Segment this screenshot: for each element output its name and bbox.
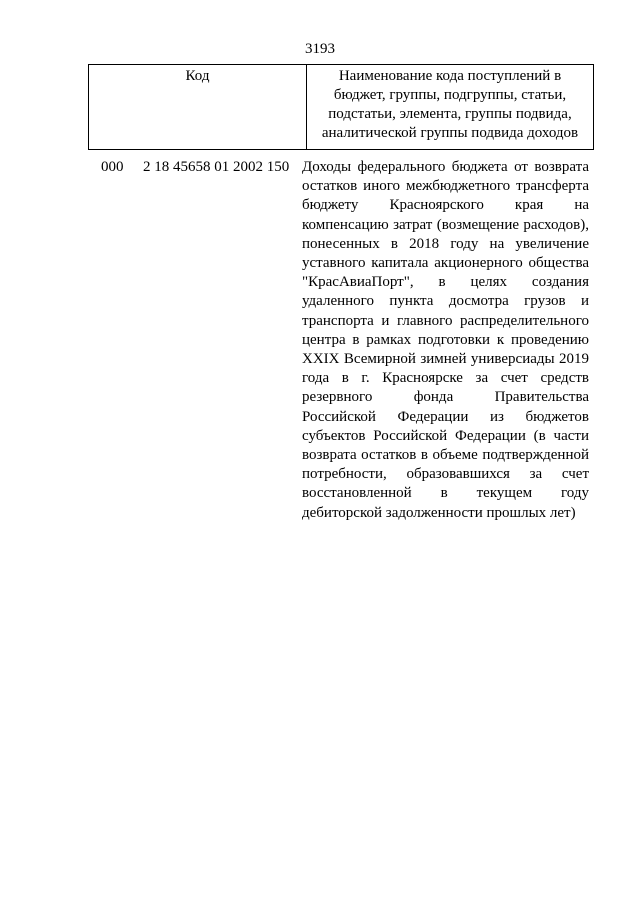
header-code-cell: Код — [89, 65, 307, 150]
page-number: 3193 — [305, 41, 335, 57]
code-body: 2 18 45658 01 2002 150 — [143, 159, 290, 175]
code-description: Доходы федерального бюджета от возврата остатков иного межбюджетного трансферта бюджету Красноярского края на компенсацию затрат (возмещение расходов), понесенных в 2018 году на увеличение уставного капитала акционерного общества "КрасАвиаПорт", в целях создания удаленного пункта досмотра грузов и транспорта и главного распределительного центра в рамках подготовки к проведению XXIX Всемирной зимней универсиады 2019 года в г. Красноярске за счет средств резервного фонда Правительства Российской Федерации из бюджетов субъектов Российской Федерации (в части возврата остатков в объеме подтвержденной потребности, образовавшихся за счет восстановленной в текущем году дебиторской задолженности прошлых лет) — [302, 159, 589, 521]
header-name-cell: Наименование кода поступлений в бюджет, группы, подгруппы, статьи, подстатьи, элемента, группы подвида, аналитической группы подвида доходов — [307, 65, 594, 150]
header-table — [88, 64, 594, 150]
header-row — [89, 65, 594, 150]
code-prefix: 000 — [101, 159, 124, 175]
